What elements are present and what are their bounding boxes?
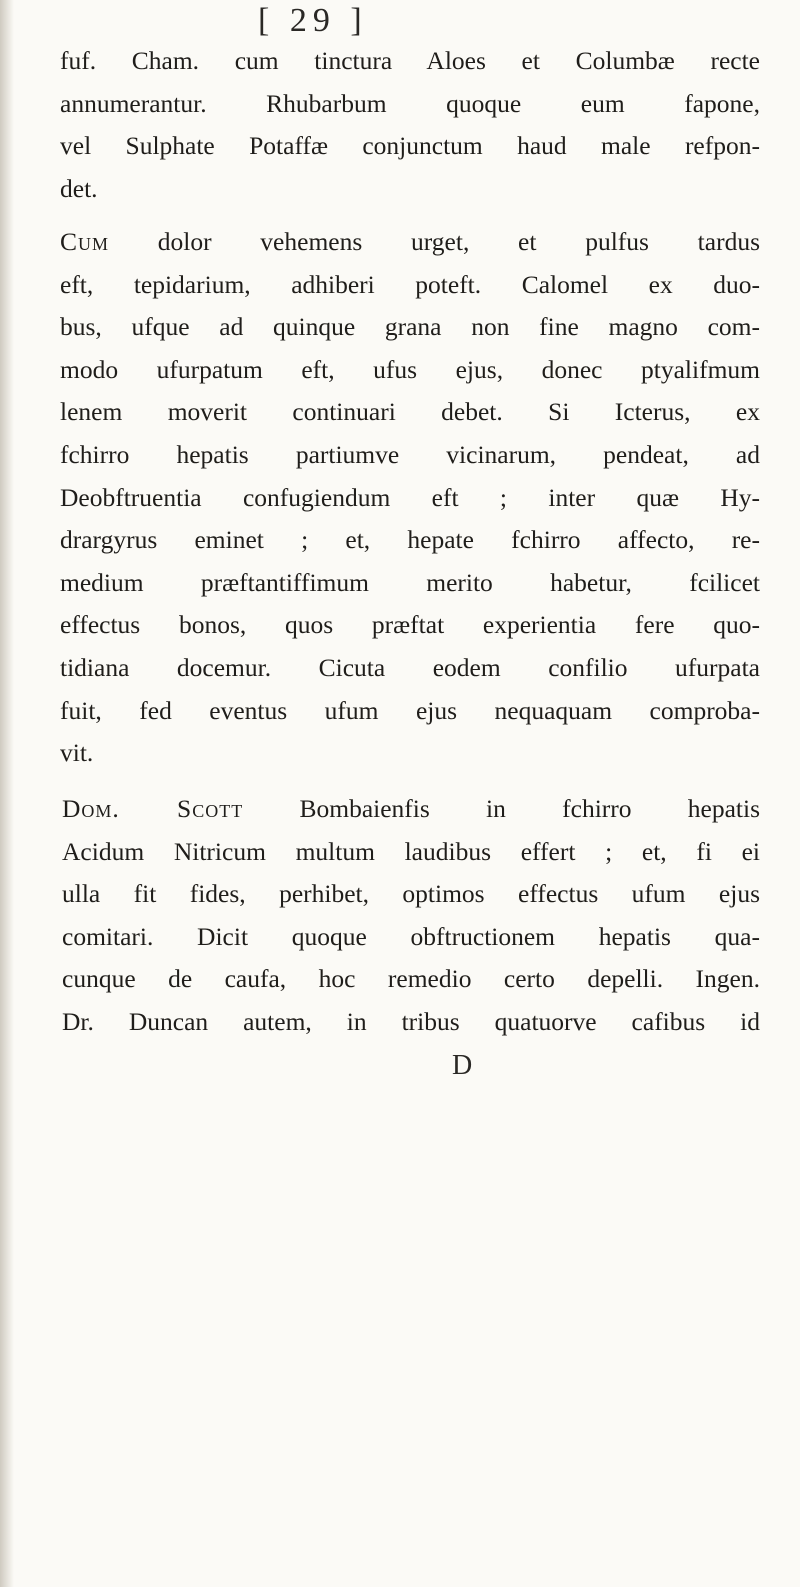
paragraph-lead-word: Cum xyxy=(60,227,110,256)
text-line: bus, ufque ad quinque grana non fine magno com- xyxy=(60,312,760,342)
paragraph-2 xyxy=(60,221,760,775)
text-line: vit. xyxy=(60,738,94,768)
text-line-with-lead xyxy=(60,221,760,264)
text-line: effectus bonos, quos præftat experientia fere quo- xyxy=(60,610,760,640)
text-line: ulla fit fides, perhibet, optimos effectus ufum ejus xyxy=(62,879,760,909)
text-line-rest: dolor vehemens urget, et pulfus tardus xyxy=(109,227,760,256)
text-line: drargyrus eminet ; et, hepate fchirro affecto, re- xyxy=(60,525,760,555)
paragraph-1 xyxy=(60,40,760,210)
text-line: fchirro hepatis partiumve vicinarum, pendeat, ad xyxy=(60,439,760,469)
text-line: vel Sulphate Potaffæ conjunctum haud male refpon- xyxy=(60,131,760,161)
text-line: det. xyxy=(60,173,98,203)
text-line: Deobftruentia confugiendum eft ; inter quæ Hy- xyxy=(60,482,760,512)
text-line: fuit, fed eventus ufum ejus nequaquam comproba- xyxy=(60,695,760,725)
page-number: [ 29 ] xyxy=(258,2,368,39)
text-line: lenem moverit continuari debet. Si Icterus, ex xyxy=(60,397,760,427)
text-line: Acidum Nitricum multum laudibus effert ; et, fi ei xyxy=(62,836,760,866)
binding-gutter-shadow xyxy=(0,0,14,1587)
text-line: cunque de caufa, hoc remedio certo depelli. Ingen. xyxy=(62,964,760,994)
text-line-rest: Bombaienfis in fchirro hepatis xyxy=(243,794,760,823)
text-line: eft, tepidarium, adhiberi poteft. Calomel ex duo- xyxy=(60,269,760,299)
text-line: comitari. Dicit quoque obftructionem hepatis qua- xyxy=(62,921,760,951)
text-line: modo ufurpatum eft, ufus ejus, donec ptyalifmum xyxy=(60,354,760,384)
paragraph-3 xyxy=(62,788,760,1044)
text-line: fuf. Cham. cum tinctura Aloes et Columbæ recte xyxy=(60,46,760,75)
text-line-with-lead xyxy=(62,788,760,831)
text-line: annumerantur. Rhubarbum quoque eum fapone, xyxy=(60,88,760,118)
text-line: tidiana docemur. Cicuta eodem confilio ufurpata xyxy=(60,652,760,682)
paragraph-lead-words: Dom. Scott xyxy=(62,794,244,823)
text-line: medium præftantiffimum merito habetur, fcilicet xyxy=(60,567,760,597)
signature-mark: D xyxy=(452,1050,473,1081)
text-line: Dr. Duncan autem, in tribus quatuorve cafibus id xyxy=(62,1006,760,1036)
